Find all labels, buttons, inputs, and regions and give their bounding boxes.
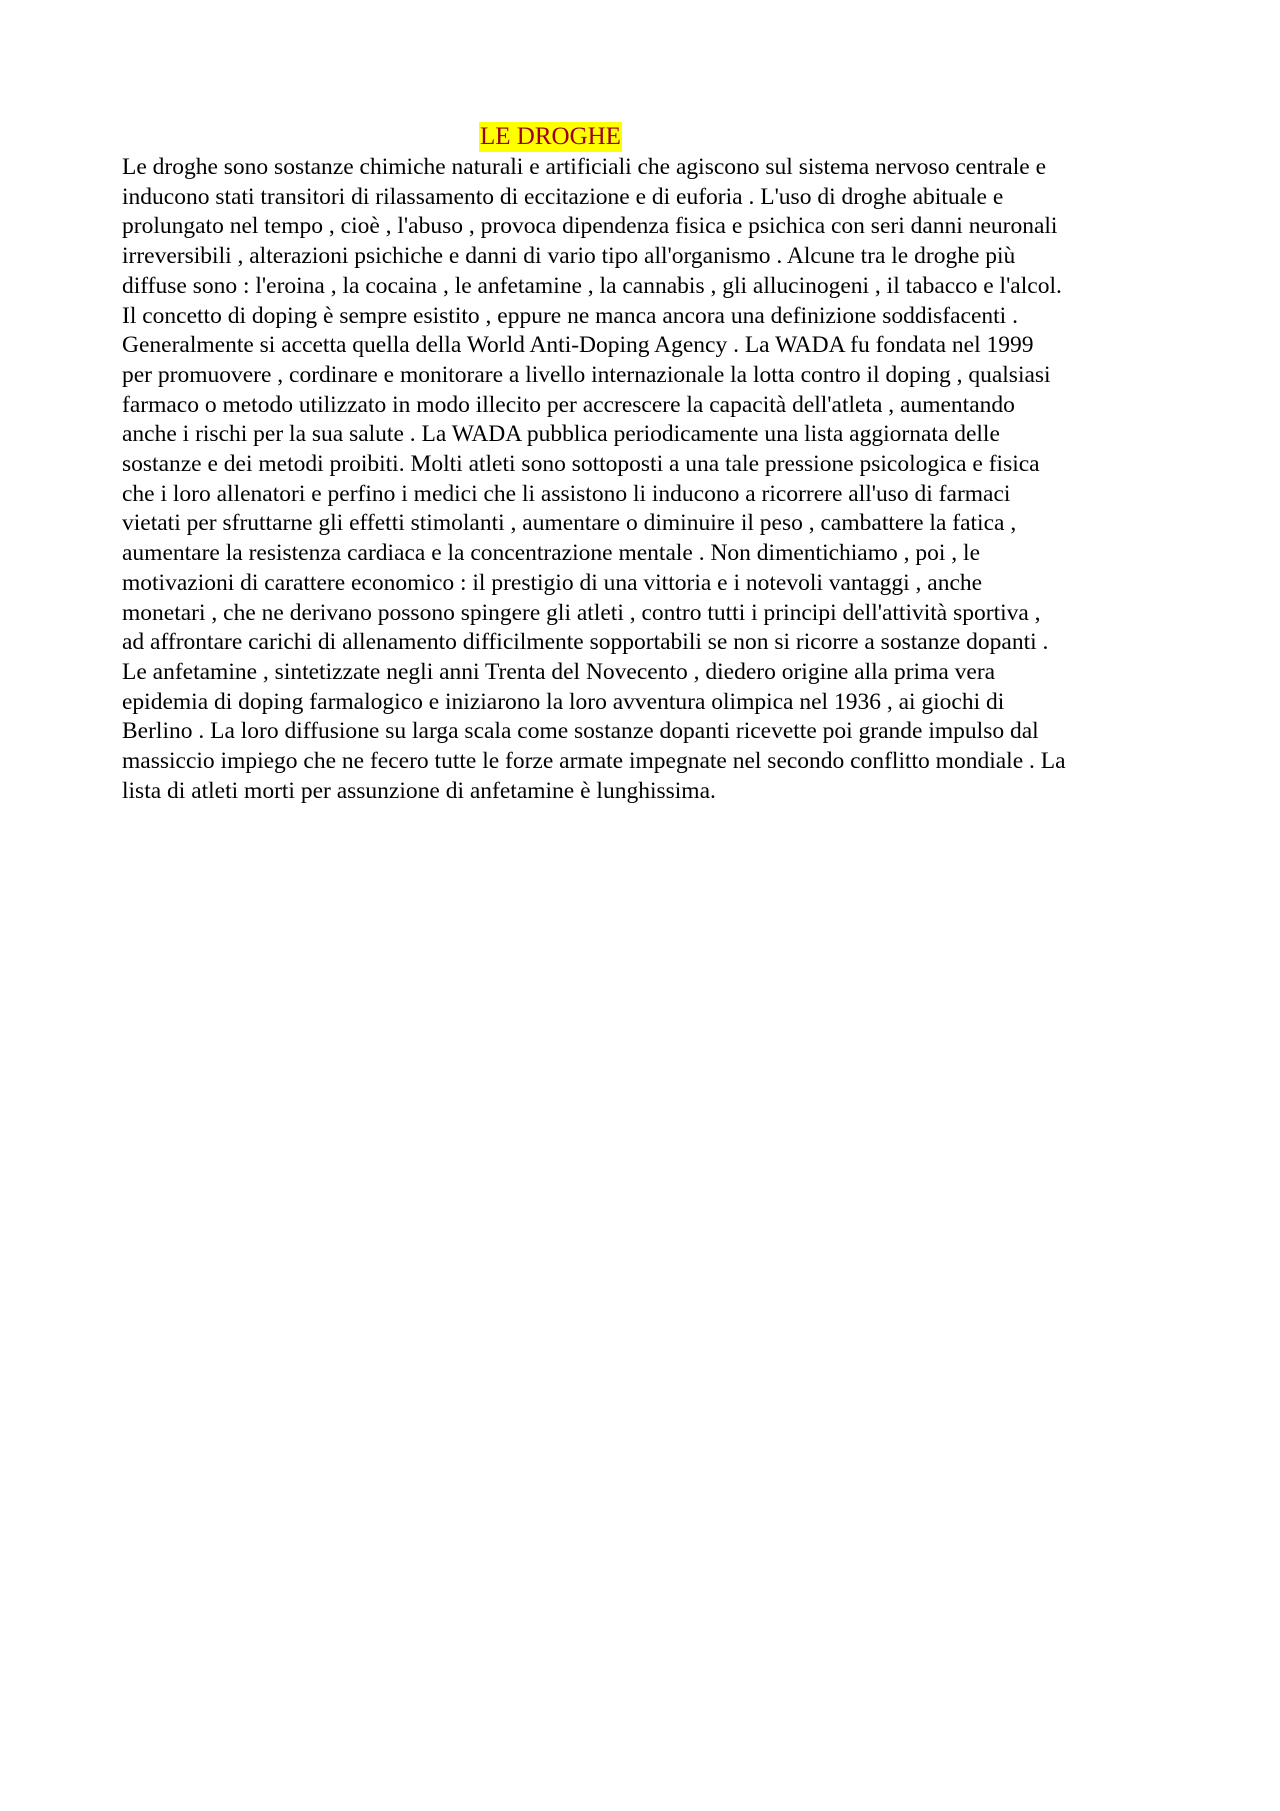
body-line: aumentare la resistenza cardiaca e la concentrazione mentale . Non dimentichiamo , poi , le <box>122 540 981 567</box>
body-line: epidemia di doping farmalogico e iniziarono la loro avventura olimpica nel 1936 , ai giochi di <box>122 688 1005 715</box>
body-line: Berlino . La loro diffusione su larga scala come sostanze dopanti ricevette poi grande impulso dal <box>122 718 1039 745</box>
body-line: per promuovere , cordinare e monitorare a livello internazionale la lotta contro il doping , qualsiasi <box>122 361 1051 388</box>
body-line: prolungato nel tempo , cioè , l'abuso , provoca dipendenza fisica e psichica con seri danni neuronali <box>122 213 1058 240</box>
body-line: Le anfetamine , sintetizzate negli anni Trenta del Novecento , diedero origine alla prima vera <box>122 658 996 685</box>
body-line: Il concetto di doping è sempre esistito , eppure ne manca ancora una definizione soddisfacenti . <box>122 302 1018 329</box>
body-line: anche i rischi per la sua salute . La WADA pubblica periodicamente una lista aggiornata delle <box>122 421 1000 448</box>
body-line: che i loro allenatori e perfino i medici che li assistono li inducono a ricorrere all'uso di farmaci <box>122 480 1011 507</box>
body-line: irreversibili , alterazioni psichiche e danni di vario tipo all'organismo . Alcune tra le droghe più <box>122 243 1016 270</box>
body-line: Le droghe sono sostanze chimiche naturali e artificiali che agiscono sul sistema nervoso centrale e <box>122 154 1046 180</box>
body-line: lista di atleti morti per assunzione di anfetamine è lunghissima. <box>122 777 716 804</box>
body-line: monetari , che ne derivano possono spingere gli atleti , contro tutti i principi dell'attività sportiva , <box>122 599 1041 626</box>
body-line: ad affrontare carichi di allenamento difficilmente sopportabili se non si ricorre a sostanze dopanti . <box>122 629 1049 656</box>
body-line: farmaco o metodo utilizzato in modo illecito per accrescere la capacità dell'atleta , aumentando <box>122 391 1015 418</box>
body-line: inducono stati transitori di rilassamento di eccitazione e di euforia . L'uso di droghe abituale e <box>122 183 1004 210</box>
body-line: sostanze e dei metodi proibiti. Molti atleti sono sottoposti a una tale pressione psicologica e fisica <box>122 451 1040 478</box>
body-line: diffuse sono : l'eroina , la cocaina , le anfetamine , la cannabis , gli allucinogeni , il tabacco e l'alcol. <box>122 272 1062 299</box>
body-line: motivazioni di carattere economico : il prestigio di una vittoria e i notevoli vantaggi , anche <box>122 569 983 596</box>
document-body <box>122 153 1192 806</box>
body-line: Generalmente si accetta quella della World Anti-Doping Agency . La WADA fu fondata nel 1999 <box>122 332 1034 359</box>
document-title: LE DROGHE <box>480 123 621 150</box>
body-line: massiccio impiego che ne fecero tutte le forze armate impegnate nel secondo conflitto mondiale . La <box>122 748 1066 775</box>
body-line: vietati per sfruttarne gli effetti stimolanti , aumentare o diminuire il peso , cambattere la fatica , <box>122 510 1017 537</box>
